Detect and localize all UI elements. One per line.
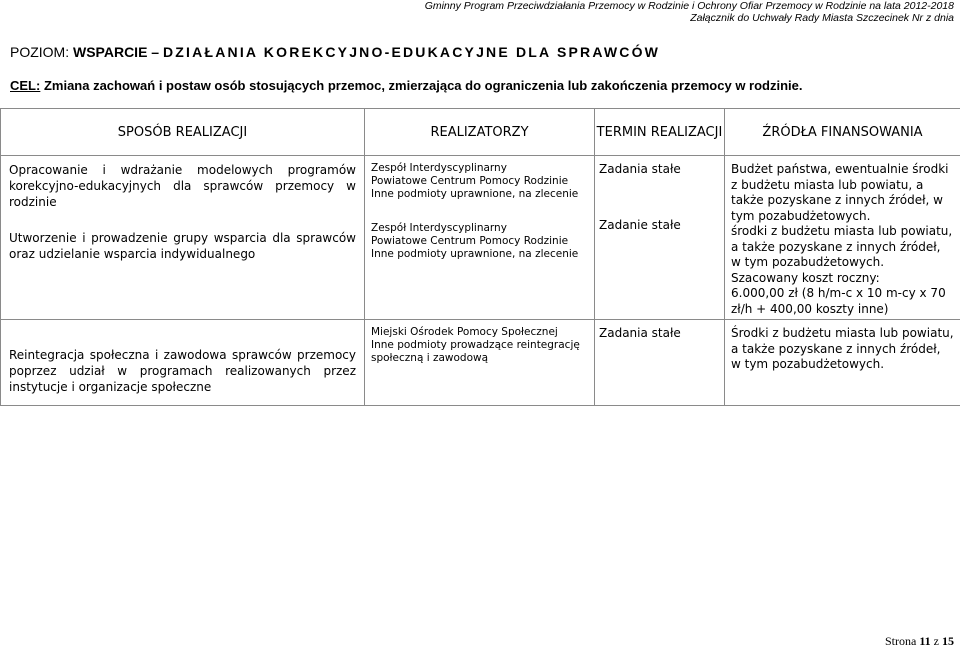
table-row [1, 320, 960, 406]
level-heading [10, 44, 660, 60]
col-header-deadline: TERMIN REALIZACJI [595, 109, 725, 156]
table-row [1, 156, 960, 320]
deadline-cell [595, 156, 725, 320]
actions-table [0, 108, 960, 406]
implementer: Powiatowe Centrum Pomocy Rodzinie [371, 235, 588, 248]
funding-cell [725, 156, 960, 320]
implementer: Powiatowe Centrum Pomocy Rodzinie [371, 175, 588, 188]
funding-text: Środki z budżetu miasta lub powiatu, a także pozyskane z innych źródeł, w tym pozabudżetowych. [731, 326, 954, 373]
page-current: 11 [919, 634, 930, 648]
col-header-funding: ŹRÓDŁA FINANSOWANIA [725, 109, 960, 156]
level-subtitle: DZIAŁANIA KOREKCYJNO-EDUKACYJNE DLA SPRAWCÓW [163, 44, 660, 60]
method-text: Opracowanie i wdrażanie modelowych programów korekcyjno-edukacyjnych dla sprawców przemocy w rodzinie [9, 162, 356, 210]
table-header-row [1, 109, 960, 156]
funding-text: środki z budżetu miasta lub powiatu, a także pozyskane z innych źródeł, w tym pozabudżetowych. [731, 224, 954, 271]
goal-text: Zmiana zachowań i postaw osób stosujących przemoc, zmierzająca do ograniczenia lub zakończenia przemocy w rodzinie. [40, 78, 802, 93]
header-attachment-note: Załącznik do Uchwały Rady Miasta Szczecinek Nr z dnia [690, 12, 954, 25]
method-text: Utworzenie i prowadzenie grupy wsparcia dla sprawców oraz udzielanie wsparcia indywidualnego [9, 230, 356, 262]
cost-value: 6.000,00 zł (8 h/m-c x 10 m-cy x 70 zł/h + 400,00 koszty inne) [731, 286, 954, 317]
implementer: Miejski Ośrodek Pomocy Społecznej [371, 326, 588, 339]
col-header-method: SPOSÓB REALIZACJI [1, 109, 365, 156]
page-label: Strona [885, 634, 916, 648]
page-of: z [934, 634, 939, 648]
implementer: Zespół Interdyscyplinarny [371, 162, 588, 175]
header-program-title: Gminny Program Przeciwdziałania Przemocy w Rodzinie i Ochrony Ofiar Przemocy w Rodzinie na lata 2012-2018 [425, 0, 954, 13]
implementer: Zespół Interdyscyplinarny [371, 222, 588, 235]
implementer: Inne podmioty uprawnione, na zlecenie [371, 248, 588, 261]
deadline-text: Zadania stałe [599, 326, 720, 340]
cost-label: Szacowany koszt roczny: [731, 271, 954, 287]
deadline-cell [595, 320, 725, 406]
method-text: Reintegracja społeczna i zawodowa sprawców przemocy poprzez udział w programach realizowanych przez instytucje i organizacje społeczne [9, 337, 356, 395]
method-cell [1, 320, 365, 406]
implementers-cell [365, 156, 595, 320]
method-cell [1, 156, 365, 320]
level-label: POZIOM: [10, 44, 73, 60]
funding-cell [725, 320, 960, 406]
implementers-cell [365, 320, 595, 406]
implementer: Inne podmioty uprawnione, na zlecenie [371, 188, 588, 201]
goal-label: CEL: [10, 78, 40, 93]
col-header-implementers: REALIZATORZY [365, 109, 595, 156]
funding-text: Budżet państwa, ewentualnie środki z budżetu miasta lub powiatu, a także pozyskane z innych źródeł, w tym pozabudżetowych. [731, 162, 954, 224]
goal-line [10, 78, 803, 93]
deadline-text: Zadania stałe [599, 162, 720, 176]
level-name: WSPARCIE – [73, 44, 163, 60]
deadline-text: Zadanie stałe [599, 218, 720, 232]
implementer: Inne podmioty prowadzące reintegrację społeczną i zawodową [371, 339, 588, 365]
page-total: 15 [942, 634, 954, 648]
